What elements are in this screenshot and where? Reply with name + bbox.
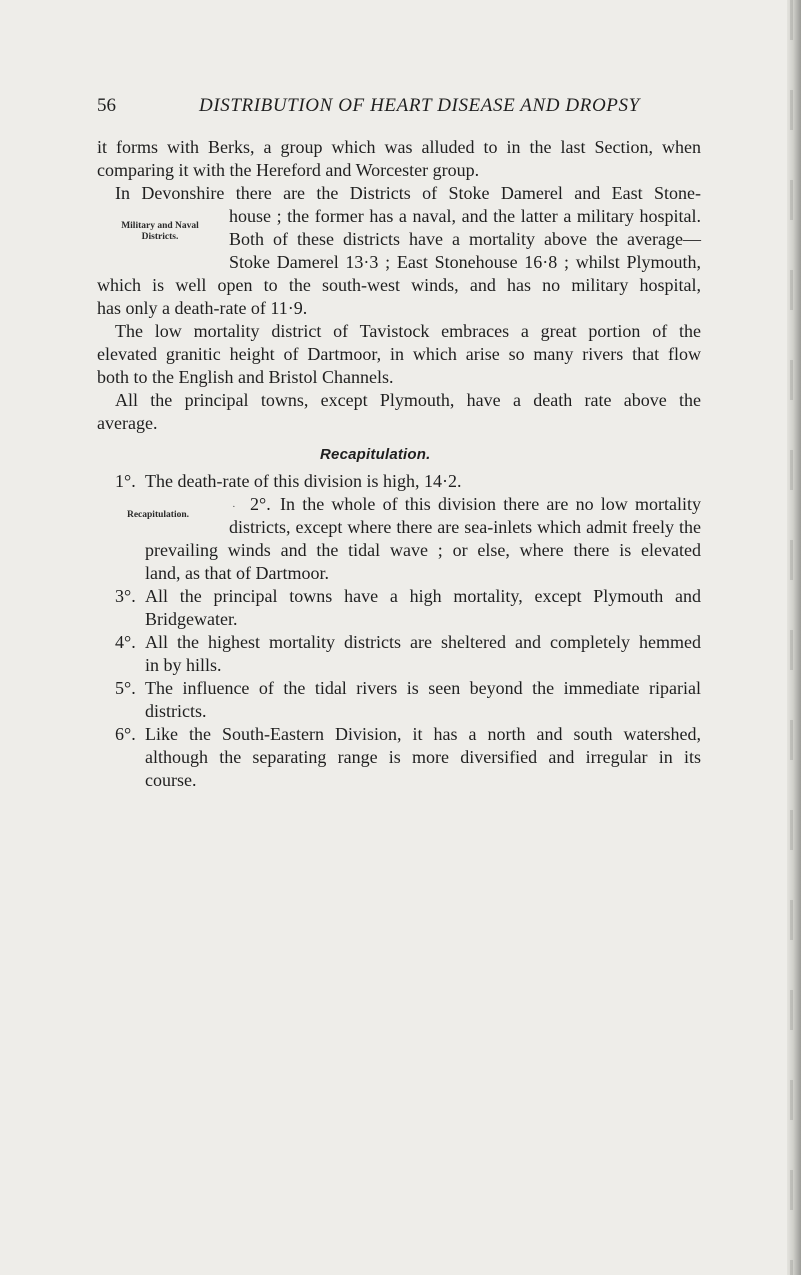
recap-line: land, as that of Dartmoor. — [145, 563, 329, 583]
recap-line: in by hills. — [145, 655, 222, 675]
recap-number: 2°. — [250, 494, 271, 514]
recap-line: All the highest mortality districts are sheltered and completely hemmed — [145, 632, 701, 652]
recap-line: prevailing winds and the tidal wave ; or else, where there is elevated — [145, 540, 701, 560]
recap-line: The influence of the tidal rivers is seen beyond the immediate riparial — [145, 678, 701, 698]
side-note-recap: Recapitulation. — [126, 510, 189, 520]
body-line: Both of these districts have a mortality above the average— — [229, 229, 701, 249]
stray-mark: · — [232, 501, 236, 513]
recap-number: 1°. — [115, 471, 136, 491]
body-line: average. — [97, 413, 158, 433]
page-edge — [787, 0, 801, 1275]
recap-number: 6°. — [115, 724, 136, 744]
recap-number: 3°. — [115, 586, 136, 606]
recap-number: 4°. — [115, 632, 136, 652]
side-note-line: Military and Naval — [121, 221, 199, 231]
recap-line: Bridgewater. — [145, 609, 238, 629]
recap-line: districts, except where there are sea-inlets which admit freely the — [229, 517, 701, 537]
recap-line: Like the South-Eastern Division, it has a north and south watershed, — [145, 724, 701, 744]
recap-line: although the separating range is more diversified and irregular in its — [145, 747, 701, 767]
recap-line: districts. — [145, 701, 207, 721]
recap-line: The death-rate of this division is high, 14·2. — [145, 471, 462, 491]
recap-line: In the whole of this division there are no low mortality — [280, 494, 701, 514]
body-line: The low mortality district of Tavistock embraces a great portion of the — [115, 321, 701, 341]
body-line: comparing it with the Hereford and Worcester group. — [97, 160, 480, 180]
recap-line: course. — [145, 770, 197, 790]
body-line: All the principal towns, except Plymouth, have a death rate above the — [115, 390, 701, 410]
recap-line: All the principal towns have a high mortality, except Plymouth and — [145, 586, 701, 606]
side-note-line: Districts. — [141, 232, 179, 242]
body-line: has only a death-rate of 11·9. — [97, 298, 308, 318]
body-line: Stoke Damerel 13·3 ; East Stonehouse 16·8 ; whilst Plymouth, — [229, 252, 701, 272]
side-note-military — [100, 221, 220, 243]
recap-number: 5°. — [115, 678, 136, 698]
section-heading: Recapitulation. — [320, 446, 431, 463]
page-number: 56 — [97, 95, 116, 116]
running-title: DISTRIBUTION OF HEART DISEASE AND DROPSY — [199, 95, 640, 116]
body-line: house ; the former has a naval, and the latter a military hospital. — [229, 206, 701, 226]
body-line: which is well open to the south-west winds, and has no military hospital, — [97, 275, 701, 295]
body-line: it forms with Berks, a group which was alluded to in the last Section, when — [97, 137, 701, 157]
body-line: In Devonshire there are the Districts of Stoke Damerel and East Stone- — [115, 183, 701, 203]
body-line: both to the English and Bristol Channels. — [97, 367, 394, 387]
body-line: elevated granitic height of Dartmoor, in which arise so many rivers that flow — [97, 344, 701, 364]
